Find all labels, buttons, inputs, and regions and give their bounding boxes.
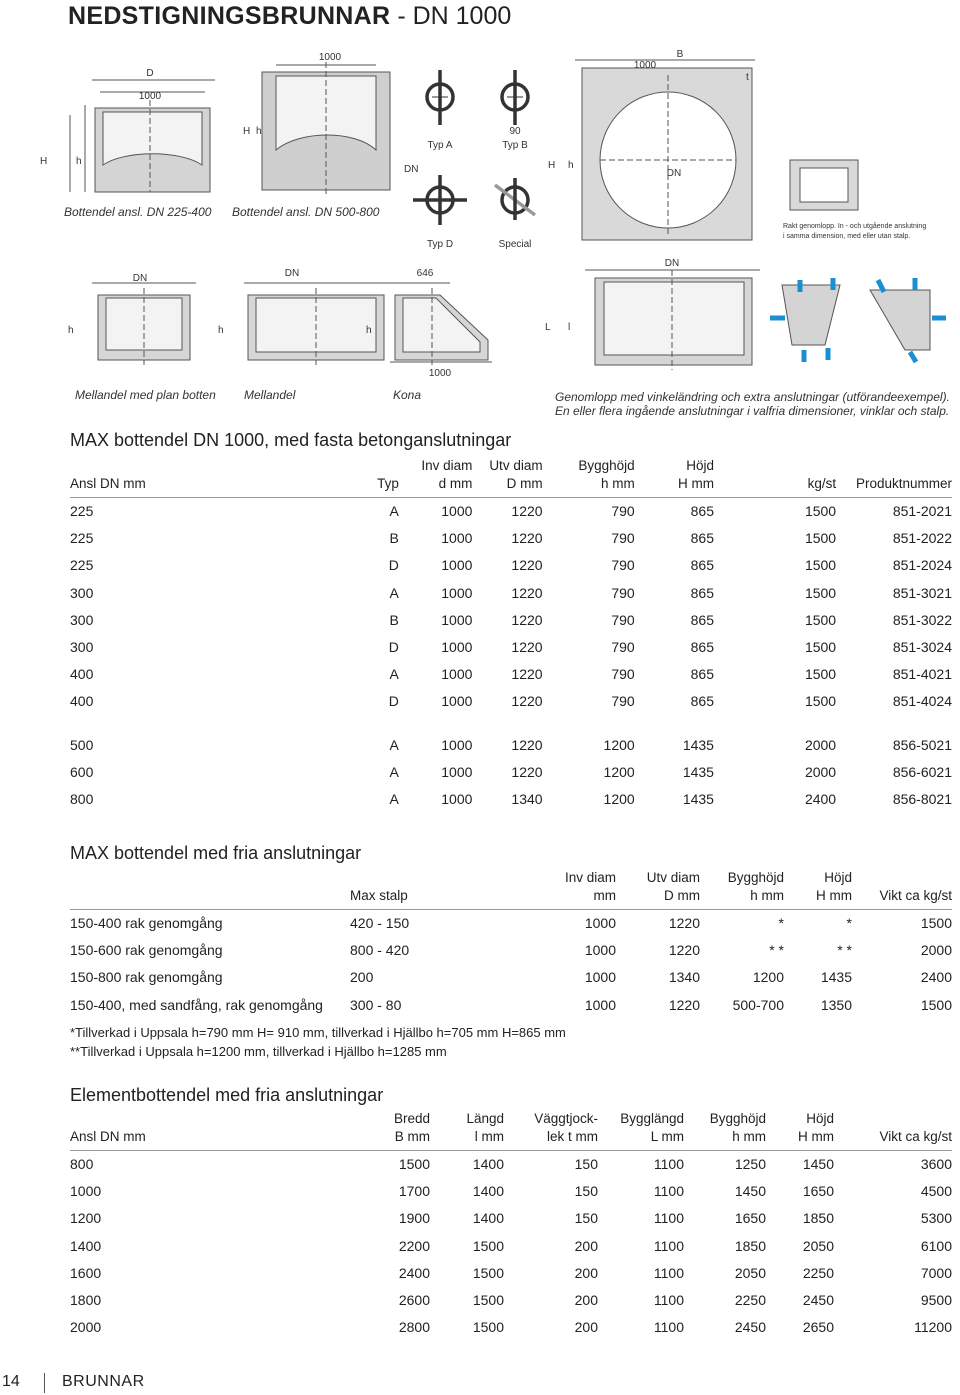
table-cell: 150	[574, 1183, 598, 1200]
table1-header	[70, 457, 952, 498]
table-row	[70, 785, 952, 812]
table3-header	[70, 1110, 952, 1151]
table-cell: 2000	[804, 736, 837, 753]
table-cell: 200	[574, 1292, 598, 1309]
footer-label: BRUNNAR	[62, 1373, 145, 1390]
table-cell: 1500	[472, 1292, 504, 1309]
column-header: Utv diam D mm	[472, 457, 542, 498]
svg-text:H: H	[40, 156, 48, 167]
svg-text:h: h	[218, 325, 224, 336]
table-cell: 1500	[920, 915, 952, 932]
table-cell: 1000	[441, 557, 473, 574]
mellandel-drawing	[244, 283, 390, 365]
svg-text:Kona: Kona	[393, 388, 422, 402]
table-cell: 2000	[804, 763, 837, 780]
svg-text:Typ A: Typ A	[427, 140, 453, 151]
table-cell: 200	[574, 1264, 598, 1281]
table-cell: 11200	[914, 1319, 952, 1336]
table-cell: 1250	[734, 1156, 766, 1173]
table-cell: 865	[690, 693, 714, 710]
table-cell: 1000	[441, 584, 473, 601]
table1-title: MAX bottendel DN 1000, med fasta betonganslutningar	[70, 430, 512, 450]
column-header	[70, 869, 350, 910]
table-cell: 300	[70, 611, 94, 628]
rakt-genomlopp-drawing	[790, 160, 858, 210]
table-cell: 790	[611, 611, 635, 628]
table-cell: 1200	[752, 969, 784, 986]
svg-text:i samma dimension, med eller u: i samma dimension, med eller utan stalp.	[783, 233, 911, 240]
column-header: Bygghöjd h mm	[700, 869, 784, 910]
table-row	[70, 579, 952, 606]
table-cell: 2400	[398, 1264, 430, 1281]
table-cell: 856-8021	[892, 790, 952, 807]
column-header: Höjd H mm	[766, 1110, 834, 1151]
column-header: Utv diam D mm	[616, 869, 700, 910]
table-cell: 500-700	[732, 996, 784, 1013]
plan-view-drawing	[575, 60, 755, 240]
table-cell: A	[389, 790, 399, 807]
table-row	[70, 525, 952, 552]
table-cell: 1500	[804, 611, 837, 628]
table2-notes	[70, 1023, 566, 1061]
column-header: Väggtjock- lek t mm	[504, 1110, 598, 1151]
table-row	[70, 661, 952, 688]
table-cell: 790	[611, 639, 635, 656]
page-title: NEDSTIGNINGSBRUNNAR - DN 1000	[68, 2, 512, 30]
table-row	[70, 1286, 952, 1313]
table-cell: 1220	[511, 611, 543, 628]
table-row	[70, 606, 952, 633]
table-cell: 851-4024	[892, 693, 952, 710]
table-cell: 1000	[441, 530, 473, 547]
table1	[70, 457, 952, 813]
column-header: Bygghöjd h mm	[684, 1110, 766, 1151]
svg-text:Rakt genomlopp. In - och utgåe: Rakt genomlopp. In - och utgående anslutning	[783, 223, 927, 230]
table-row	[70, 758, 952, 785]
table-cell: 1400	[70, 1237, 102, 1254]
table-cell: 790	[611, 693, 635, 710]
table-cell: 300	[70, 584, 94, 601]
table-cell: 1000	[441, 503, 473, 520]
table-cell: 1500	[472, 1319, 504, 1336]
table-cell: 1500	[472, 1237, 504, 1254]
table-cell: 1000	[441, 763, 473, 780]
table-row	[70, 498, 952, 525]
table-cell: 865	[690, 503, 714, 520]
table-cell: 2450	[802, 1292, 834, 1309]
table-cell: 200	[574, 1319, 598, 1336]
mellandel-plan-drawing	[92, 283, 196, 365]
table-cell: 2050	[802, 1237, 834, 1254]
table-cell: 150-600 rak genomgång	[70, 942, 223, 959]
svg-text:Special: Special	[498, 239, 532, 250]
table-cell: 1200	[603, 763, 635, 780]
table-cell: A	[389, 666, 399, 683]
table-row	[70, 633, 952, 660]
table-row	[70, 688, 952, 715]
note-1: *Tillverkad i Uppsala h=790 mm H= 910 mm, tillverkad i Hjällbo h=705 mm H=865 mm	[70, 1025, 566, 1040]
table-cell: 150-800 rak genomgång	[70, 969, 223, 986]
table-cell: 2600	[398, 1292, 430, 1309]
table-cell: 1500	[804, 503, 837, 520]
column-header: Inv diam d mm	[399, 457, 473, 498]
svg-text:Genomlopp med vinkeländring oc: Genomlopp med vinkeländring och extra anslutningar (utförandeexempel).	[555, 390, 950, 404]
table-cell: 865	[690, 666, 714, 683]
column-header: Höjd H mm	[635, 457, 714, 498]
svg-text:DN: DN	[284, 268, 300, 279]
column-header: Bygghöjd h mm	[543, 457, 635, 498]
column-header: Vikt ca kg/st	[834, 1110, 952, 1151]
table-cell: 865	[690, 611, 714, 628]
column-header: Inv diam mm	[484, 869, 616, 910]
table-cell: 851-2022	[892, 530, 952, 547]
svg-text:H: H	[548, 160, 556, 171]
page-footer	[0, 1371, 960, 1395]
table-cell: 2400	[804, 790, 837, 807]
table-cell: 800	[70, 790, 94, 807]
table3	[70, 1110, 952, 1341]
table-cell: 1700	[398, 1183, 430, 1200]
table-cell: 5300	[920, 1210, 952, 1227]
table-cell: 1000	[584, 969, 616, 986]
table-cell: 1650	[802, 1183, 834, 1200]
bottendel-500-drawing	[262, 62, 390, 195]
table-cell: B	[389, 530, 399, 547]
table-cell: 1220	[511, 503, 543, 520]
page-number: 14	[2, 1373, 20, 1390]
table-cell: 225	[70, 530, 94, 547]
svg-text:h: h	[256, 126, 262, 137]
table-cell: 1350	[820, 996, 852, 1013]
table-cell: 1500	[804, 639, 837, 656]
table-cell: 500	[70, 736, 94, 753]
table-cell: 790	[611, 503, 635, 520]
column-header: Längd l mm	[430, 1110, 504, 1151]
table-cell: 200	[574, 1237, 598, 1254]
table-cell: 790	[611, 666, 635, 683]
table-row	[70, 910, 952, 937]
note-2: **Tillverkad i Uppsala h=1200 mm, tillverkad i Hjällbo h=1285 mm	[70, 1044, 447, 1059]
table-cell: 1500	[804, 693, 837, 710]
table-cell: 1100	[653, 1264, 684, 1281]
table-cell: 1100	[653, 1183, 684, 1200]
table-cell: 225	[70, 503, 94, 520]
table-cell: 1850	[802, 1210, 834, 1227]
svg-text:D: D	[146, 68, 154, 79]
table-row	[70, 937, 952, 964]
table-cell: 420 - 150	[350, 915, 410, 932]
table-cell: 851-3021	[892, 584, 952, 601]
svg-text:1000: 1000	[138, 91, 162, 102]
table-cell: 7000	[920, 1264, 952, 1281]
table-cell: 851-2021	[892, 503, 952, 520]
table-cell: 1435	[682, 790, 714, 807]
table-cell: 1450	[734, 1183, 766, 1200]
column-header: Ansl DN mm	[70, 457, 159, 498]
table-cell: 1220	[511, 763, 543, 780]
genomlopp-plan-drawing	[770, 278, 946, 362]
table-cell: 1900	[398, 1210, 430, 1227]
svg-text:DN: DN	[404, 164, 419, 175]
table-cell: * *	[769, 942, 784, 959]
table-cell: 3600	[920, 1156, 952, 1173]
table-row	[70, 1205, 952, 1232]
svg-text:DN: DN	[664, 258, 680, 269]
table-cell: 1340	[668, 969, 700, 986]
table-cell: 150	[574, 1210, 598, 1227]
table-cell: 1400	[472, 1210, 504, 1227]
table-cell: 1340	[511, 790, 543, 807]
table-cell: 1100	[653, 1156, 684, 1173]
table-cell: 300 - 80	[350, 996, 402, 1013]
table-cell: B	[389, 611, 399, 628]
table-cell: 200	[350, 969, 374, 986]
table-cell: 1100	[653, 1237, 684, 1254]
table-cell: * *	[837, 942, 852, 959]
table-cell: 1220	[511, 736, 543, 753]
table-cell: *	[846, 915, 852, 932]
table3-title: Elementbottendel med fria anslutningar	[70, 1085, 384, 1105]
svg-text:DN: DN	[666, 168, 682, 179]
table-cell: A	[389, 736, 399, 753]
table-cell: 1450	[802, 1156, 834, 1173]
table-cell: 1000	[441, 639, 473, 656]
table-cell: 856-5021	[892, 736, 952, 753]
table-cell: 1850	[734, 1237, 766, 1254]
table2-header	[70, 869, 952, 910]
column-header: Vikt ca kg/st	[852, 869, 952, 910]
table-cell: 1650	[734, 1210, 766, 1227]
column-header: Bredd B mm	[200, 1110, 430, 1151]
table-cell: 150-400 rak genomgång	[70, 915, 223, 932]
table-cell: 1000	[584, 942, 616, 959]
genomlopp-side-drawing	[585, 270, 760, 370]
technical-drawings	[0, 0, 960, 440]
svg-text:1000: 1000	[428, 368, 452, 379]
table-cell: A	[389, 763, 399, 780]
svg-text:Mellandel med plan botten: Mellandel med plan botten	[75, 388, 216, 402]
table-cell: 600	[70, 763, 94, 780]
table-cell: 865	[690, 530, 714, 547]
table-cell: 800	[70, 1156, 94, 1173]
table-cell: 1100	[653, 1292, 684, 1309]
table-cell: 2050	[734, 1264, 766, 1281]
svg-text:90: 90	[509, 126, 521, 137]
table-cell: D	[388, 693, 399, 710]
kona-drawing	[390, 283, 492, 365]
table-cell: 1220	[668, 942, 700, 959]
table-cell: 2250	[734, 1292, 766, 1309]
column-header: Ansl DN mm	[70, 1110, 200, 1151]
footer-divider	[44, 1373, 45, 1393]
table-row	[70, 552, 952, 579]
svg-text:h: h	[68, 325, 74, 336]
table-cell: 2200	[398, 1237, 430, 1254]
column-header: Produktnummer	[836, 457, 952, 498]
svg-text:646: 646	[416, 268, 434, 279]
table-cell: 1800	[70, 1292, 102, 1309]
table-cell: 1500	[804, 584, 837, 601]
table-cell: 1500	[920, 996, 952, 1013]
table-cell: 1200	[70, 1210, 102, 1227]
table-cell: A	[389, 503, 399, 520]
table-cell: 150	[574, 1156, 598, 1173]
table-cell: 2450	[734, 1319, 766, 1336]
table-cell: 1000	[584, 996, 616, 1013]
table-cell: 1000	[441, 693, 473, 710]
svg-text:h: h	[76, 156, 82, 167]
table-cell: 851-2024	[892, 557, 952, 574]
table-cell: 1435	[682, 736, 714, 753]
table-cell: 1200	[603, 790, 635, 807]
svg-text:1000: 1000	[318, 52, 342, 63]
table-cell: 2400	[920, 969, 952, 986]
svg-text:DN: DN	[132, 273, 148, 284]
table-cell: 800 - 420	[350, 942, 410, 959]
svg-text:h: h	[568, 160, 574, 171]
column-header: Max stalp	[350, 869, 484, 910]
table3-body	[70, 1151, 952, 1341]
table-cell: 1400	[472, 1183, 504, 1200]
table-cell: 1435	[682, 763, 714, 780]
table-cell: 865	[690, 557, 714, 574]
table-cell: 1000	[441, 666, 473, 683]
svg-text:t: t	[746, 72, 749, 83]
column-header: Höjd H mm	[784, 869, 852, 910]
table-cell: 790	[611, 584, 635, 601]
table-cell: 4500	[920, 1183, 952, 1200]
table2	[70, 869, 952, 1018]
table-row	[70, 1151, 952, 1178]
table-cell: 865	[690, 639, 714, 656]
table-cell: 6100	[920, 1237, 952, 1254]
svg-text:1000: 1000	[633, 60, 657, 71]
svg-text:En eller flera ingående anslut: En eller flera ingående anslutningar i valfria dimensioner, vinklar och stalp.	[555, 404, 950, 418]
table-cell: 2000	[920, 942, 952, 959]
table-cell: 1600	[70, 1264, 102, 1281]
table-row	[70, 731, 952, 758]
svg-text:Mellandel: Mellandel	[244, 388, 296, 402]
table-row	[70, 964, 952, 991]
table2-title: MAX bottendel med fria anslutningar	[70, 843, 362, 863]
svg-text:B: B	[676, 49, 684, 60]
table-cell: 1200	[603, 736, 635, 753]
table-row	[70, 1178, 952, 1205]
svg-text:h: h	[366, 325, 372, 336]
table-cell: 1000	[70, 1183, 102, 1200]
table-cell: 1500	[804, 666, 837, 683]
table-spacer	[70, 715, 952, 731]
table-cell: 1500	[804, 530, 837, 547]
table-cell: 1435	[820, 969, 852, 986]
table-cell: 1000	[584, 915, 616, 932]
table-cell: 1400	[472, 1156, 504, 1173]
table-cell: *	[778, 915, 784, 932]
table-cell: 1500	[398, 1156, 430, 1173]
table-row	[70, 1232, 952, 1259]
table-cell: 400	[70, 666, 94, 683]
table-cell: 1220	[511, 557, 543, 574]
svg-text:Bottendel ansl. DN 500-800: Bottendel ansl. DN 500-800	[232, 205, 380, 219]
column-header: Bygglängd L mm	[598, 1110, 684, 1151]
table-cell: 1100	[653, 1319, 684, 1336]
table-cell: 1220	[511, 639, 543, 656]
table-cell: 1220	[511, 584, 543, 601]
table-cell: 851-3022	[892, 611, 952, 628]
svg-text:Typ D: Typ D	[426, 239, 454, 250]
table-cell: 851-3024	[892, 639, 952, 656]
table-cell: 300	[70, 639, 94, 656]
table-cell: 1220	[511, 666, 543, 683]
column-header: kg/st	[714, 457, 836, 498]
table2-body	[70, 910, 952, 1019]
table-cell: D	[388, 639, 399, 656]
svg-text:H: H	[243, 126, 251, 137]
table-row	[70, 991, 952, 1018]
table-cell: 2250	[802, 1264, 834, 1281]
table-cell: 1220	[668, 915, 700, 932]
table-cell: 1000	[441, 790, 473, 807]
table-cell: 1100	[653, 1210, 684, 1227]
table-cell: 1500	[804, 557, 837, 574]
table-cell: 1500	[472, 1264, 504, 1281]
table-cell: 790	[611, 530, 635, 547]
table-cell: 150-400, med sandfång, rak genomgång	[70, 996, 323, 1013]
table-cell: 1220	[511, 693, 543, 710]
svg-text:L: L	[545, 322, 551, 333]
table-cell: 1220	[668, 996, 700, 1013]
table-row	[70, 1314, 952, 1341]
table-cell: 865	[690, 584, 714, 601]
table1-body	[70, 498, 952, 813]
table-cell: 400	[70, 693, 94, 710]
svg-text:Typ B: Typ B	[502, 140, 528, 151]
table-cell: D	[388, 557, 399, 574]
table-cell: 790	[611, 557, 635, 574]
table-cell: 2800	[398, 1319, 430, 1336]
table-cell: 1000	[441, 736, 473, 753]
svg-text:l: l	[568, 322, 571, 333]
table-cell: A	[389, 584, 399, 601]
table-cell: 2650	[802, 1319, 834, 1336]
table-cell: 1220	[511, 530, 543, 547]
table-cell: 225	[70, 557, 94, 574]
svg-text:Bottendel ansl. DN 225-400: Bottendel ansl. DN 225-400	[64, 205, 212, 219]
table-cell: 851-4021	[892, 666, 952, 683]
table-cell: 9500	[920, 1292, 952, 1309]
table-cell: 1000	[441, 611, 473, 628]
column-header: Typ	[159, 457, 399, 498]
table-row	[70, 1259, 952, 1286]
table-cell: 2000	[70, 1319, 102, 1336]
table-cell: 856-6021	[892, 763, 952, 780]
